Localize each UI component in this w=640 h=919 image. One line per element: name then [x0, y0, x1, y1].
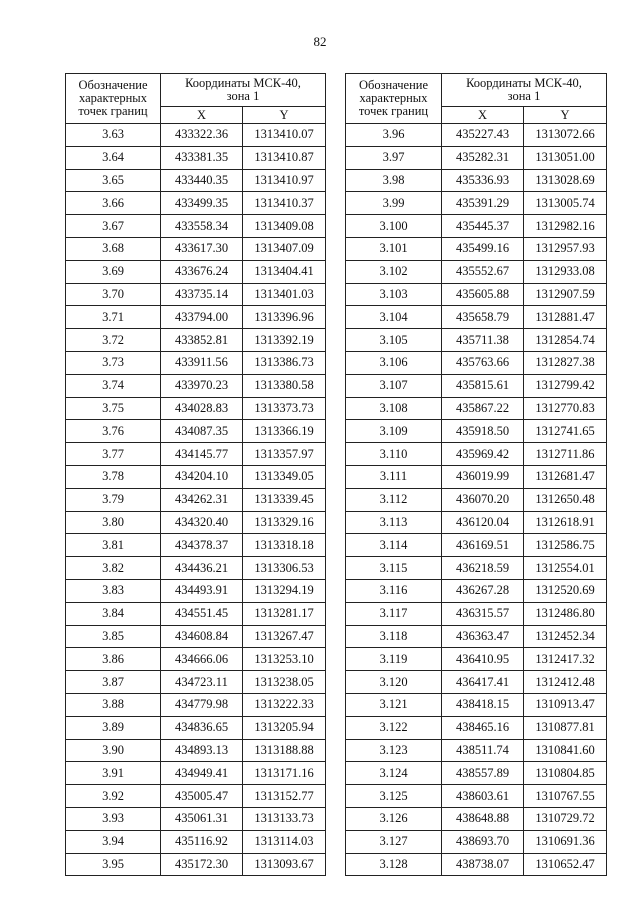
point-id-cell: 3.86 [66, 648, 161, 671]
table-row [66, 192, 326, 215]
y-coordinate-cell: 1310691.36 [524, 830, 607, 853]
point-id-cell: 3.121 [346, 693, 442, 716]
point-label-header [66, 74, 161, 124]
x-coordinate-cell: 434949.41 [161, 762, 243, 785]
x-coordinate-cell: 434836.65 [161, 716, 243, 739]
table-row [346, 511, 607, 534]
y-coordinate-cell: 1313357.97 [243, 443, 326, 466]
coords-title-line-1: Координаты МСК-40, [466, 76, 582, 90]
y-coordinate-cell: 1313392.19 [243, 329, 326, 352]
x-coordinate-cell: 435918.50 [442, 420, 524, 443]
y-coordinate-cell: 1312741.65 [524, 420, 607, 443]
y-coordinate-cell: 1313188.88 [243, 739, 326, 762]
y-coordinate-cell: 1313407.09 [243, 237, 326, 260]
y-coordinate-cell: 1313401.03 [243, 283, 326, 306]
y-coordinate-cell: 1310767.55 [524, 785, 607, 808]
point-id-cell: 3.126 [346, 807, 442, 830]
table-row [346, 785, 607, 808]
x-coordinate-cell: 435336.93 [442, 169, 524, 192]
x-column-header: X [442, 107, 524, 124]
x-coordinate-cell: 434204.10 [161, 465, 243, 488]
y-coordinate-cell: 1312554.01 [524, 557, 607, 580]
y-coordinate-cell: 1313072.66 [524, 124, 607, 147]
table-row [66, 329, 326, 352]
x-coordinate-cell: 435815.61 [442, 374, 524, 397]
y-coordinate-cell: 1312650.48 [524, 488, 607, 511]
x-coordinate-cell: 436218.59 [442, 557, 524, 580]
point-id-cell: 3.76 [66, 420, 161, 443]
x-coordinate-cell: 438648.88 [442, 807, 524, 830]
point-id-cell: 3.122 [346, 716, 442, 739]
x-coordinate-cell: 435552.67 [442, 260, 524, 283]
label-line-1: Обозначение [78, 78, 148, 92]
y-coordinate-cell: 1313329.16 [243, 511, 326, 534]
point-id-cell: 3.109 [346, 420, 442, 443]
x-coordinate-cell: 434551.45 [161, 602, 243, 625]
table-row [346, 534, 607, 557]
y-coordinate-cell: 1312827.38 [524, 351, 607, 374]
point-id-cell: 3.97 [346, 146, 442, 169]
point-id-cell: 3.102 [346, 260, 442, 283]
table-row [66, 602, 326, 625]
table-row [346, 306, 607, 329]
y-coordinate-cell: 1313404.41 [243, 260, 326, 283]
table-row [66, 374, 326, 397]
table-row [66, 625, 326, 648]
table-row [66, 215, 326, 238]
y-coordinate-cell: 1313409.08 [243, 215, 326, 238]
point-id-cell: 3.67 [66, 215, 161, 238]
y-coordinate-cell: 1312711.86 [524, 443, 607, 466]
x-coordinate-cell: 434779.98 [161, 693, 243, 716]
point-id-cell: 3.118 [346, 625, 442, 648]
x-coordinate-cell: 433735.14 [161, 283, 243, 306]
point-id-cell: 3.77 [66, 443, 161, 466]
x-coordinate-cell: 438465.16 [442, 716, 524, 739]
y-coordinate-cell: 1312520.69 [524, 579, 607, 602]
y-coordinate-cell: 1313114.03 [243, 830, 326, 853]
y-coordinate-cell: 1312486.80 [524, 602, 607, 625]
table-row [66, 716, 326, 739]
x-coordinate-cell: 438418.15 [442, 693, 524, 716]
y-coordinate-cell: 1313349.05 [243, 465, 326, 488]
table-row [346, 648, 607, 671]
label-line-3: точек границ [78, 104, 148, 118]
x-coordinate-cell: 435391.29 [442, 192, 524, 215]
x-coordinate-cell: 434087.35 [161, 420, 243, 443]
y-coordinate-cell: 1313267.47 [243, 625, 326, 648]
label-line-2: характерных [79, 91, 147, 105]
table-row [346, 146, 607, 169]
table-row [346, 420, 607, 443]
point-id-cell: 3.105 [346, 329, 442, 352]
x-coordinate-cell: 435969.42 [442, 443, 524, 466]
y-coordinate-cell: 1313051.00 [524, 146, 607, 169]
point-id-cell: 3.84 [66, 602, 161, 625]
table-row [346, 739, 607, 762]
x-coordinate-cell: 434493.91 [161, 579, 243, 602]
point-id-cell: 3.108 [346, 397, 442, 420]
x-coordinate-cell: 436019.99 [442, 465, 524, 488]
x-coordinate-cell: 435711.38 [442, 329, 524, 352]
y-coordinate-cell: 1313410.07 [243, 124, 326, 147]
table-body-left [66, 124, 326, 876]
x-coordinate-cell: 434723.11 [161, 671, 243, 694]
x-coordinate-cell: 434262.31 [161, 488, 243, 511]
point-id-cell: 3.91 [66, 762, 161, 785]
point-id-cell: 3.81 [66, 534, 161, 557]
y-coordinate-cell: 1310804.85 [524, 762, 607, 785]
y-coordinate-cell: 1310841.60 [524, 739, 607, 762]
x-coordinate-cell: 436410.95 [442, 648, 524, 671]
y-coordinate-cell: 1312770.83 [524, 397, 607, 420]
y-coordinate-cell: 1310913.47 [524, 693, 607, 716]
point-id-cell: 3.127 [346, 830, 442, 853]
y-coordinate-cell: 1312417.32 [524, 648, 607, 671]
table-row [66, 807, 326, 830]
point-id-cell: 3.125 [346, 785, 442, 808]
x-coordinate-cell: 433322.36 [161, 124, 243, 147]
table-row [346, 853, 607, 876]
point-id-cell: 3.107 [346, 374, 442, 397]
point-id-cell: 3.92 [66, 785, 161, 808]
y-coordinate-cell: 1312681.47 [524, 465, 607, 488]
x-coordinate-cell: 433381.35 [161, 146, 243, 169]
table-row [346, 124, 607, 147]
y-coordinate-cell: 1313318.18 [243, 534, 326, 557]
point-id-cell: 3.128 [346, 853, 442, 876]
table-row [66, 534, 326, 557]
table-row [66, 762, 326, 785]
table-row [66, 853, 326, 876]
x-coordinate-cell: 434028.83 [161, 397, 243, 420]
point-id-cell: 3.111 [346, 465, 442, 488]
table-row [346, 283, 607, 306]
point-id-cell: 3.117 [346, 602, 442, 625]
point-id-cell: 3.74 [66, 374, 161, 397]
point-id-cell: 3.79 [66, 488, 161, 511]
table-row [66, 306, 326, 329]
table-row [66, 260, 326, 283]
x-coordinate-cell: 433676.24 [161, 260, 243, 283]
table-row [66, 511, 326, 534]
x-coordinate-cell: 436363.47 [442, 625, 524, 648]
x-coordinate-cell: 434893.13 [161, 739, 243, 762]
y-coordinate-cell: 1313294.19 [243, 579, 326, 602]
point-id-cell: 3.80 [66, 511, 161, 534]
point-id-cell: 3.66 [66, 192, 161, 215]
y-coordinate-cell: 1313093.67 [243, 853, 326, 876]
x-coordinate-cell: 435282.31 [442, 146, 524, 169]
table-row [66, 169, 326, 192]
x-coordinate-cell: 433440.35 [161, 169, 243, 192]
y-coordinate-cell: 1313410.97 [243, 169, 326, 192]
label-line-2: характерных [359, 91, 428, 105]
table-row [346, 237, 607, 260]
page-number: 82 [313, 34, 327, 49]
y-coordinate-cell: 1313133.73 [243, 807, 326, 830]
y-coordinate-cell: 1313205.94 [243, 716, 326, 739]
y-coordinate-cell: 1310729.72 [524, 807, 607, 830]
point-id-cell: 3.89 [66, 716, 161, 739]
table-row [346, 602, 607, 625]
x-coordinate-cell: 435605.88 [442, 283, 524, 306]
x-coordinate-cell: 435867.22 [442, 397, 524, 420]
y-coordinate-cell: 1312854.74 [524, 329, 607, 352]
x-coordinate-cell: 438511.74 [442, 739, 524, 762]
point-id-cell: 3.112 [346, 488, 442, 511]
point-id-cell: 3.75 [66, 397, 161, 420]
point-id-cell: 3.64 [66, 146, 161, 169]
table-body-right [346, 124, 607, 876]
table-row [66, 830, 326, 853]
point-id-cell: 3.73 [66, 351, 161, 374]
x-coordinate-cell: 434666.06 [161, 648, 243, 671]
x-coordinate-cell: 436267.28 [442, 579, 524, 602]
x-column-header: X [161, 107, 243, 124]
table-row [346, 351, 607, 374]
table-row [346, 465, 607, 488]
table-row [346, 443, 607, 466]
point-id-cell: 3.96 [346, 124, 442, 147]
coordinates-table-right [345, 73, 607, 876]
table-row [66, 420, 326, 443]
table-row [66, 397, 326, 420]
x-coordinate-cell: 438603.61 [442, 785, 524, 808]
y-coordinate-cell: 1313152.77 [243, 785, 326, 808]
x-coordinate-cell: 435658.79 [442, 306, 524, 329]
point-id-cell: 3.116 [346, 579, 442, 602]
point-id-cell: 3.82 [66, 557, 161, 580]
x-coordinate-cell: 433617.30 [161, 237, 243, 260]
table-row [66, 648, 326, 671]
y-coordinate-cell: 1313281.17 [243, 602, 326, 625]
x-coordinate-cell: 436315.57 [442, 602, 524, 625]
table-row [346, 716, 607, 739]
y-coordinate-cell: 1313253.10 [243, 648, 326, 671]
point-id-cell: 3.103 [346, 283, 442, 306]
x-coordinate-cell: 434145.77 [161, 443, 243, 466]
y-coordinate-cell: 1313306.53 [243, 557, 326, 580]
point-id-cell: 3.123 [346, 739, 442, 762]
y-coordinate-cell: 1313339.45 [243, 488, 326, 511]
point-id-cell: 3.115 [346, 557, 442, 580]
y-coordinate-cell: 1310652.47 [524, 853, 607, 876]
table-row [346, 488, 607, 511]
point-label-header [346, 74, 442, 124]
x-coordinate-cell: 434436.21 [161, 557, 243, 580]
point-id-cell: 3.72 [66, 329, 161, 352]
y-coordinate-cell: 1313366.19 [243, 420, 326, 443]
table-row [346, 762, 607, 785]
x-coordinate-cell: 435116.92 [161, 830, 243, 853]
point-id-cell: 3.78 [66, 465, 161, 488]
point-id-cell: 3.69 [66, 260, 161, 283]
point-id-cell: 3.88 [66, 693, 161, 716]
y-coordinate-cell: 1312881.47 [524, 306, 607, 329]
y-coordinate-cell: 1312982.16 [524, 215, 607, 238]
label-line-1: Обозначение [358, 78, 429, 92]
point-id-cell: 3.83 [66, 579, 161, 602]
point-id-cell: 3.95 [66, 853, 161, 876]
point-id-cell: 3.65 [66, 169, 161, 192]
x-coordinate-cell: 433794.00 [161, 306, 243, 329]
point-id-cell: 3.71 [66, 306, 161, 329]
point-id-cell: 3.70 [66, 283, 161, 306]
y-coordinate-cell: 1313238.05 [243, 671, 326, 694]
label-line-3: точек границ [358, 104, 429, 118]
x-coordinate-cell: 433558.34 [161, 215, 243, 238]
point-id-cell: 3.99 [346, 192, 442, 215]
table-row [66, 465, 326, 488]
x-coordinate-cell: 435172.30 [161, 853, 243, 876]
table-row [346, 625, 607, 648]
y-coordinate-cell: 1312907.59 [524, 283, 607, 306]
y-coordinate-cell: 1313222.33 [243, 693, 326, 716]
point-id-cell: 3.90 [66, 739, 161, 762]
y-coordinate-cell: 1312957.93 [524, 237, 607, 260]
table-row [346, 557, 607, 580]
point-id-cell: 3.124 [346, 762, 442, 785]
x-coordinate-cell: 434378.37 [161, 534, 243, 557]
point-id-cell: 3.104 [346, 306, 442, 329]
table-row [66, 124, 326, 147]
table-row [346, 579, 607, 602]
y-coordinate-cell: 1313005.74 [524, 192, 607, 215]
x-coordinate-cell: 438738.07 [442, 853, 524, 876]
point-id-cell: 3.85 [66, 625, 161, 648]
y-coordinate-cell: 1313396.96 [243, 306, 326, 329]
y-coordinate-cell: 1312412.48 [524, 671, 607, 694]
point-id-cell: 3.114 [346, 534, 442, 557]
y-coordinate-cell: 1312452.34 [524, 625, 607, 648]
table-row [346, 260, 607, 283]
x-coordinate-cell: 435227.43 [442, 124, 524, 147]
table-row [346, 329, 607, 352]
table-row [66, 785, 326, 808]
x-coordinate-cell: 433970.23 [161, 374, 243, 397]
table-row [346, 374, 607, 397]
table-row [346, 830, 607, 853]
point-id-cell: 3.63 [66, 124, 161, 147]
coords-title-line-2: зона 1 [226, 89, 260, 103]
x-coordinate-cell: 438557.89 [442, 762, 524, 785]
x-coordinate-cell: 435005.47 [161, 785, 243, 808]
x-coordinate-cell: 433911.56 [161, 351, 243, 374]
table-row [66, 671, 326, 694]
table-row [346, 397, 607, 420]
table-row [66, 739, 326, 762]
table-row [66, 351, 326, 374]
table-row [346, 693, 607, 716]
coords-title-line-1: Координаты МСК-40, [185, 76, 301, 90]
x-coordinate-cell: 435763.66 [442, 351, 524, 374]
point-id-cell: 3.68 [66, 237, 161, 260]
x-coordinate-cell: 434320.40 [161, 511, 243, 534]
table-row [346, 192, 607, 215]
x-coordinate-cell: 433852.81 [161, 329, 243, 352]
y-coordinate-cell: 1313373.73 [243, 397, 326, 420]
point-id-cell: 3.106 [346, 351, 442, 374]
table-row [66, 237, 326, 260]
y-coordinate-cell: 1312618.91 [524, 511, 607, 534]
coords-system-header [442, 74, 607, 107]
y-coordinate-cell: 1313171.16 [243, 762, 326, 785]
x-coordinate-cell: 435499.16 [442, 237, 524, 260]
y-coordinate-cell: 1313380.58 [243, 374, 326, 397]
table-row [66, 488, 326, 511]
y-coordinate-cell: 1313410.37 [243, 192, 326, 215]
table-row [66, 579, 326, 602]
point-id-cell: 3.94 [66, 830, 161, 853]
coordinates-table-left [65, 73, 326, 876]
table-row [346, 807, 607, 830]
x-coordinate-cell: 433499.35 [161, 192, 243, 215]
y-column-header: Y [524, 107, 607, 124]
table-row [346, 215, 607, 238]
point-id-cell: 3.101 [346, 237, 442, 260]
coords-title-line-2: зона 1 [507, 89, 541, 103]
point-id-cell: 3.113 [346, 511, 442, 534]
x-coordinate-cell: 436169.51 [442, 534, 524, 557]
table-row [346, 671, 607, 694]
point-id-cell: 3.93 [66, 807, 161, 830]
point-id-cell: 3.120 [346, 671, 442, 694]
x-coordinate-cell: 438693.70 [442, 830, 524, 853]
y-coordinate-cell: 1312799.42 [524, 374, 607, 397]
y-coordinate-cell: 1313028.69 [524, 169, 607, 192]
coords-system-header [161, 74, 326, 107]
y-coordinate-cell: 1312933.08 [524, 260, 607, 283]
y-coordinate-cell: 1310877.81 [524, 716, 607, 739]
x-coordinate-cell: 434608.84 [161, 625, 243, 648]
table-row [66, 283, 326, 306]
table-row [346, 169, 607, 192]
x-coordinate-cell: 435061.31 [161, 807, 243, 830]
y-coordinate-cell: 1312586.75 [524, 534, 607, 557]
table-row [66, 693, 326, 716]
x-coordinate-cell: 435445.37 [442, 215, 524, 238]
point-id-cell: 3.87 [66, 671, 161, 694]
x-coordinate-cell: 436070.20 [442, 488, 524, 511]
y-column-header: Y [243, 107, 326, 124]
table-row [66, 443, 326, 466]
y-coordinate-cell: 1313410.87 [243, 146, 326, 169]
point-id-cell: 3.119 [346, 648, 442, 671]
table-row [66, 146, 326, 169]
x-coordinate-cell: 436120.04 [442, 511, 524, 534]
table-row [66, 557, 326, 580]
point-id-cell: 3.98 [346, 169, 442, 192]
point-id-cell: 3.100 [346, 215, 442, 238]
y-coordinate-cell: 1313386.73 [243, 351, 326, 374]
point-id-cell: 3.110 [346, 443, 442, 466]
x-coordinate-cell: 436417.41 [442, 671, 524, 694]
